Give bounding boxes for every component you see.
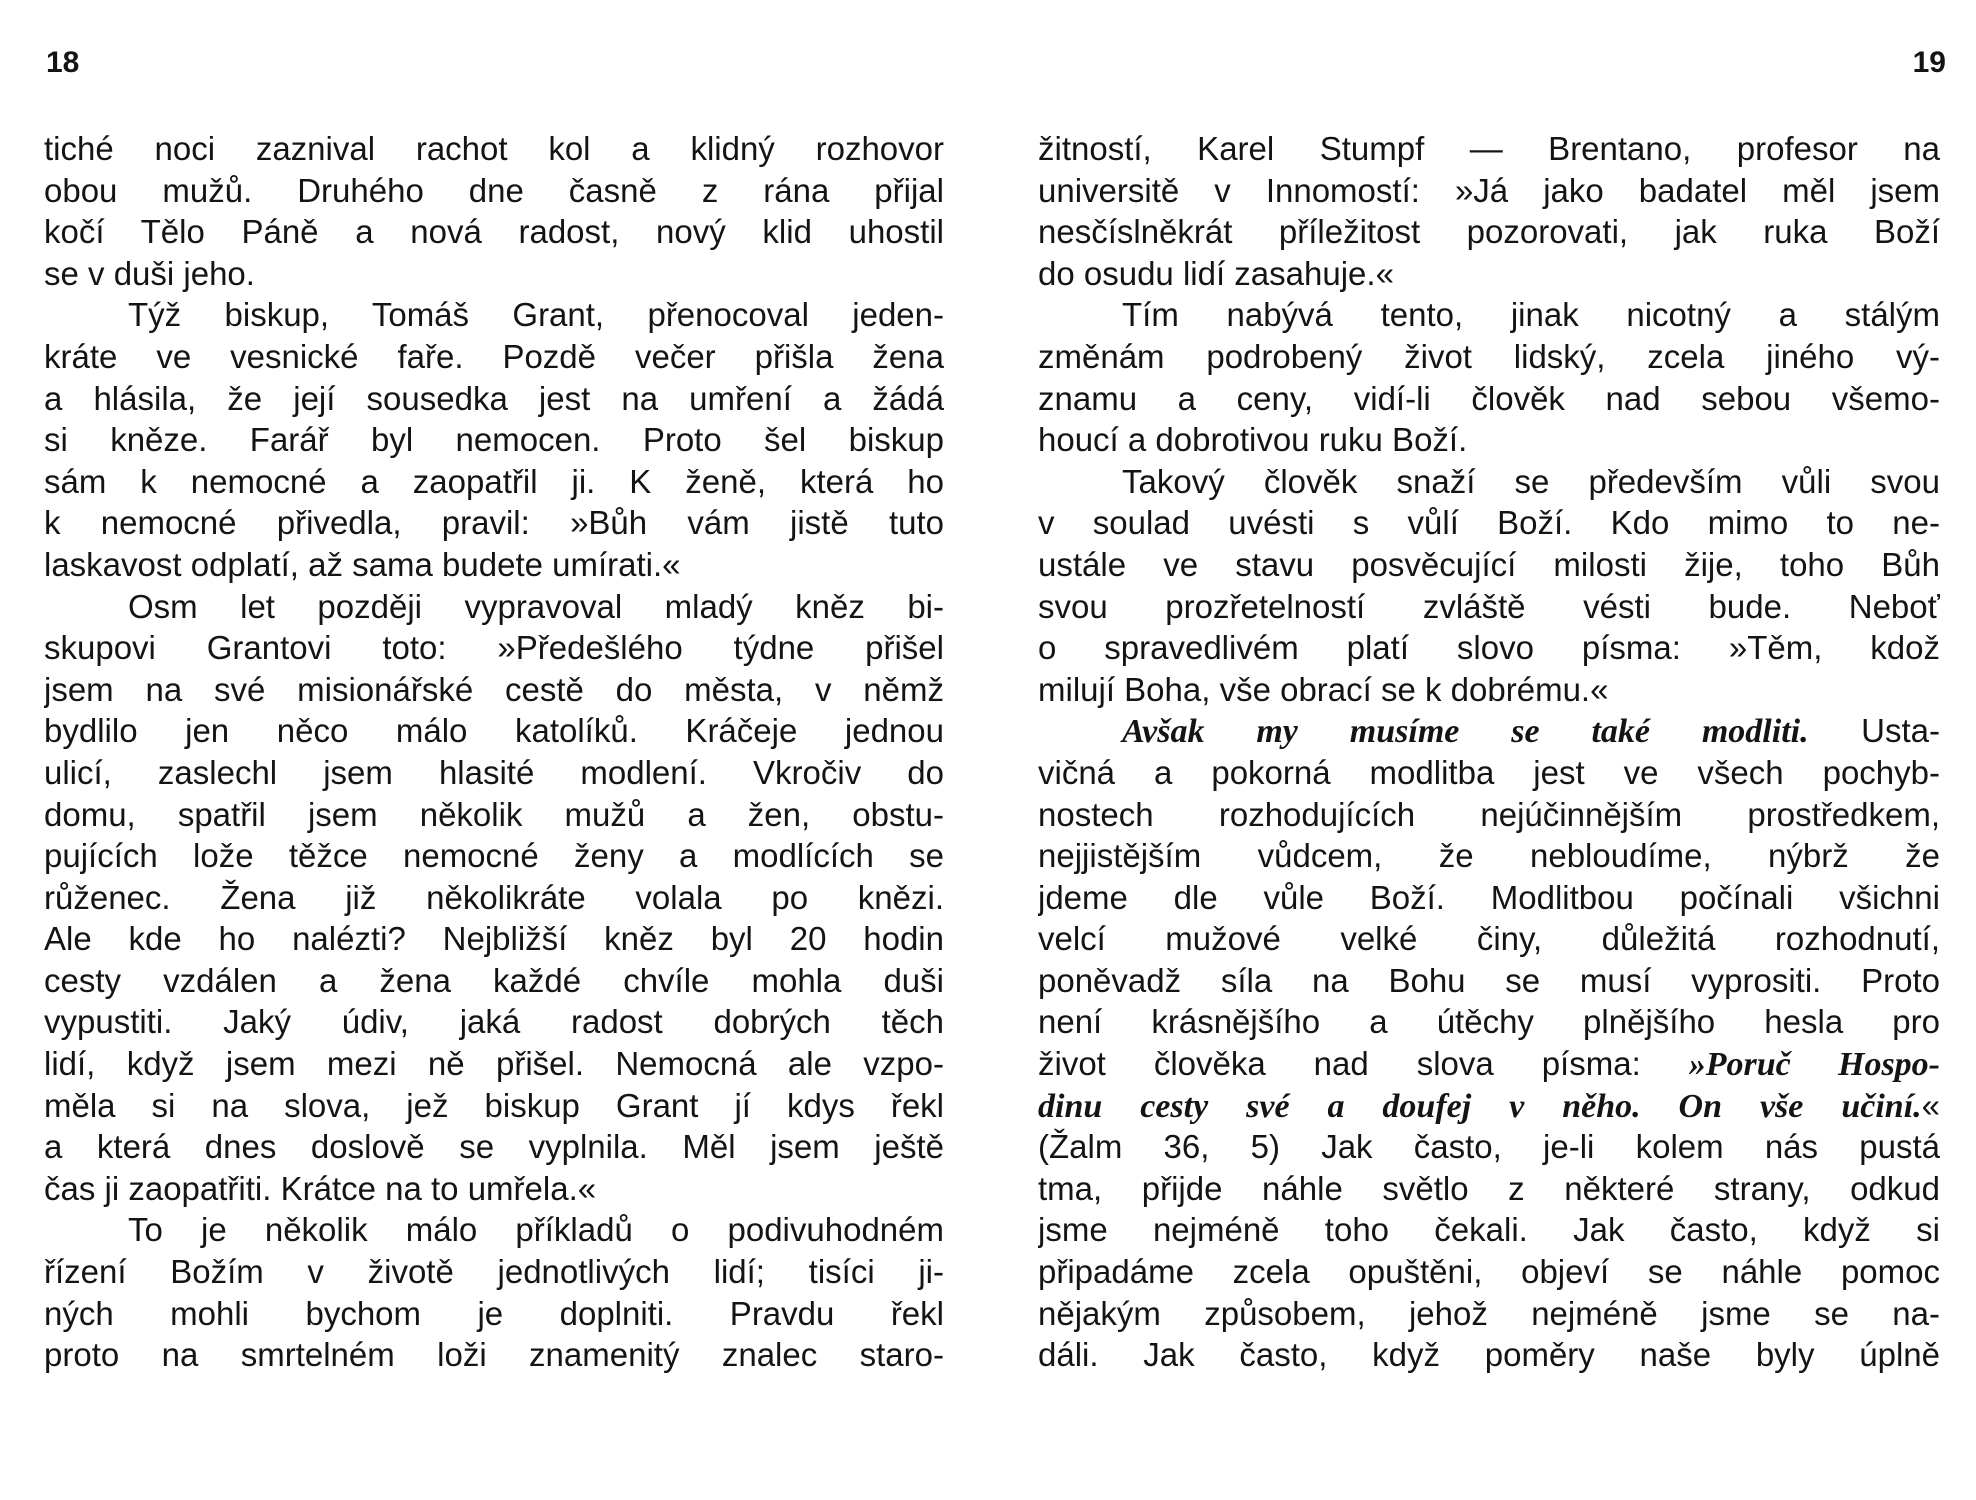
text-line [1038, 170, 1940, 212]
line-text: ustále ve stavu posvěcující milosti žije, toho Bůh [1038, 545, 1940, 583]
text-line [1038, 336, 1940, 378]
line-text: ulicí, zaslechl jsem hlasité modlení. Vkročiv do [44, 753, 944, 791]
text-line [44, 294, 944, 336]
line-text: k nemocné přivedla, pravil: »Bůh vám jistě tuto [44, 504, 944, 542]
line-text: skupovi Grantovi toto: »Předešlého týdne přišel [44, 629, 944, 667]
line-text: jsme nejméně toho čekali. Jak často, když si [1038, 1211, 1940, 1249]
text-line [1038, 627, 1940, 669]
line-text: se v duši jeho. [44, 254, 255, 292]
line-text: vičná a pokorná modlitba jest ve všech pochyb- [1038, 753, 1940, 791]
text-line [44, 128, 944, 170]
italic-phrase: »Poruč Hospo- [1688, 1046, 1940, 1084]
text-line [1038, 710, 1940, 752]
line-text: nejjistějším vůdcem, že nebloudíme, nýbrž že [1038, 837, 1940, 875]
line-text: čas ji zaopatřiti. Krátce na to umřela.« [44, 1169, 597, 1207]
text-line [44, 627, 944, 669]
line-text: pujících lože těžce nemocné ženy a modlících se [44, 837, 944, 875]
italic-phrase: dinu cesty své a doufej v něho. On vše učiní. [1038, 1087, 1922, 1125]
text-line [1038, 128, 1940, 170]
text-line [44, 918, 944, 960]
line-text: kráte ve vesnické faře. Pozdě večer přišla žena [44, 337, 944, 375]
line-text: připadáme zcela opuštěni, objeví se náhle pomoc [1038, 1253, 1940, 1291]
line-text: domu, spatřil jsem několik mužů a žen, obstu- [44, 795, 944, 833]
line-text: svou prozřetelností zvláště vésti bude. Neboť [1038, 587, 1940, 625]
text-line [44, 1085, 944, 1127]
text-line [1038, 253, 1940, 295]
line-text: není krásnějšího a útěchy plnějšího hesla pro [1038, 1003, 1940, 1041]
text-line [44, 1001, 944, 1043]
page-number-right: 19 [1912, 46, 1946, 79]
line-text: v soulad uvésti s vůlí Boží. Kdo mimo to ne- [1038, 504, 1940, 542]
text-line [1038, 835, 1940, 877]
line-text: nesčíslněkrát příležitost pozorovati, jak ruka Boží [1038, 213, 1940, 251]
text-line [1038, 1126, 1940, 1168]
line-text: Osm let později vypravoval mladý kněz bi- [128, 587, 944, 625]
line-text: tma, přijde náhle světlo z některé strany, odkud [1038, 1169, 1940, 1207]
text-line [44, 586, 944, 628]
text-line [1038, 586, 1940, 628]
text-line [44, 336, 944, 378]
text-line [1038, 1168, 1940, 1210]
line-text: proto na smrtelném loži znamenitý znalec staro- [44, 1336, 944, 1374]
text-line [44, 170, 944, 212]
line-text: (Žalm 36, 5) Jak často, je-li kolem nás pustá [1038, 1128, 1940, 1166]
text-line [1038, 544, 1940, 586]
line-text: lidí, když jsem mezi ně přišel. Nemocná ale vzpo- [44, 1045, 944, 1083]
line-text: Takový člověk snaží se především vůli svou [1122, 462, 1940, 500]
text-line [1038, 1334, 1940, 1376]
line-text: Tím nabývá tento, jinak nicotný a stálým [1122, 296, 1940, 334]
left-page-text [44, 128, 944, 1376]
text-line [44, 1043, 944, 1085]
line-text: tiché noci zaznival rachot kol a klidný rozhovor [44, 130, 944, 167]
text-line [44, 1293, 944, 1335]
text-line [1038, 918, 1940, 960]
text-line [1038, 378, 1940, 420]
line-text: sám k nemocné a zaopatřil ji. K ženě, která ho [44, 462, 944, 500]
line-text: do osudu lidí zasahuje.« [1038, 254, 1394, 292]
line-text: Usta- [1808, 712, 1940, 750]
text-line [1038, 1001, 1940, 1043]
text-line [44, 211, 944, 253]
line-text: život člověka nad slova písma: [1038, 1045, 1689, 1083]
text-line [1038, 502, 1940, 544]
page-number-left: 18 [46, 46, 80, 79]
text-line [44, 794, 944, 836]
line-text: růženec. Žena již několikráte volala po knězi. [44, 878, 944, 916]
text-line [44, 835, 944, 877]
line-text: vypustiti. Jaký údiv, jaká radost dobrých těch [44, 1003, 944, 1041]
text-line [44, 419, 944, 461]
text-line [44, 960, 944, 1002]
line-text: bydlilo jen něco málo katolíků. Kráčeje jednou [44, 712, 944, 750]
line-text: dáli. Jak často, když poměry naše byly úplně [1038, 1336, 1940, 1374]
text-line [44, 544, 944, 586]
text-line [44, 1126, 944, 1168]
text-line [1038, 794, 1940, 836]
line-text: o spravedlivém platí slovo písma: »Těm, kdož [1038, 629, 1940, 667]
line-text: Ale kde ho nalézti? Nejbližší kněz byl 20 hodin [44, 920, 944, 958]
text-line [44, 1251, 944, 1293]
line-text: nostech rozhodujících nejúčinnějším prostředkem, [1038, 795, 1940, 833]
text-line [44, 1334, 944, 1376]
text-line [44, 752, 944, 794]
line-text: To je několik málo příkladů o podivuhodném [128, 1211, 944, 1249]
line-text: jsem na své misionářské cestě do města, v němž [44, 670, 944, 708]
text-line [44, 461, 944, 503]
line-text: změnám podrobený život lidský, zcela jiného vý- [1038, 337, 1940, 375]
text-line [1038, 752, 1940, 794]
line-text: Týž biskup, Tomáš Grant, přenocoval jeden- [128, 296, 944, 334]
text-line [44, 1168, 944, 1210]
text-line [1038, 669, 1940, 711]
line-text: jdeme dle vůle Boží. Modlitbou počínali všichni [1038, 878, 1940, 916]
text-line [44, 502, 944, 544]
text-line [1038, 1251, 1940, 1293]
line-text: poněvadž síla na Bohu se musí vyprositi. Proto [1038, 961, 1940, 999]
line-text: velcí mužové velké činy, důležitá rozhodnutí, [1038, 920, 1940, 958]
line-text: laskavost odplatí, až sama budete umírati.« [44, 545, 681, 583]
text-line [1038, 1293, 1940, 1335]
text-line [1038, 419, 1940, 461]
line-text: měla si na slova, jež biskup Grant jí kdys řekl [44, 1086, 944, 1124]
text-line [1038, 1085, 1940, 1127]
line-text: žitností, Karel Stumpf — Brentano, profesor na [1038, 130, 1940, 167]
line-text: cesty vzdálen a žena každé chvíle mohla duši [44, 961, 944, 999]
text-line [44, 710, 944, 752]
line-text: kočí Tělo Páně a nová radost, nový klid uhostil [44, 213, 944, 251]
line-text: řízení Božím v životě jednotlivých lidí; tisíci ji- [44, 1253, 944, 1291]
line-text: ných mohli bychom je doplniti. Pravdu řekl [44, 1294, 944, 1332]
text-line [44, 253, 944, 295]
text-line [1038, 1043, 1940, 1085]
line-text: znamu a ceny, vidí-li člověk nad sebou všemo- [1038, 379, 1940, 417]
line-text: nějakým způsobem, jehož nejméně jsme se na- [1038, 1294, 1940, 1332]
text-line [44, 378, 944, 420]
text-line [1038, 960, 1940, 1002]
line-text: universitě v Innomostí: »Já jako badatel měl jsem [1038, 171, 1940, 209]
line-text: houcí a dobrotivou ruku Boží. [1038, 421, 1468, 459]
line-text: a která dnes doslově se vyplnila. Měl jsem ještě [44, 1128, 944, 1166]
line-text: a hlásila, že její sousedka jest na umření a žádá [44, 379, 944, 417]
text-line [1038, 877, 1940, 919]
text-line [44, 669, 944, 711]
line-text: « [1921, 1086, 1940, 1124]
italic-phrase: Avšak my musíme se také modliti. [1122, 713, 1809, 751]
text-line [1038, 211, 1940, 253]
line-text: obou mužů. Druhého dne časně z rána přijal [44, 171, 944, 209]
line-text: milují Boha, vše obrací se k dobrému.« [1038, 670, 1609, 708]
line-text: si kněze. Farář byl nemocen. Proto šel biskup [44, 421, 944, 459]
text-line [44, 1209, 944, 1251]
text-line [1038, 1209, 1940, 1251]
text-line [44, 877, 944, 919]
right-page-text [1038, 128, 1940, 1376]
text-line [1038, 294, 1940, 336]
text-line [1038, 461, 1940, 503]
